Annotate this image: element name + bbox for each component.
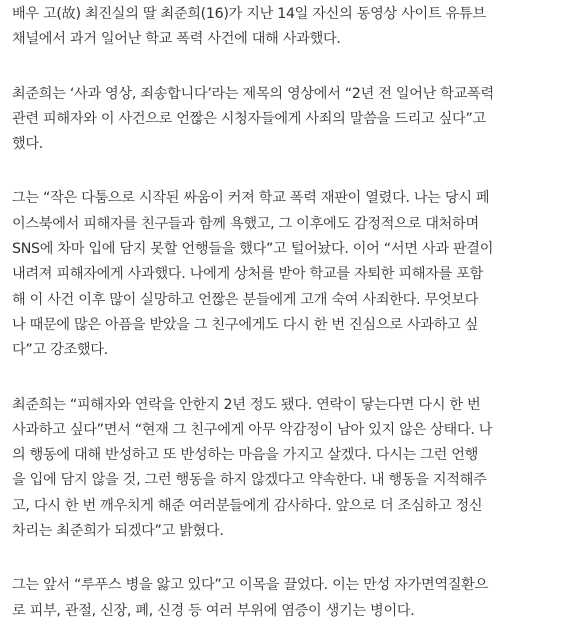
paragraph-2: [12, 82, 562, 158]
paragraph-line: 관련 피해자와 이 사건으로 언짢은 시청자들에게 사죄의 말씀을 드리고 싶다”고: [12, 110, 486, 127]
paragraph-line: 최준희는 ‘사과 영상, 죄송합니다’라는 제목의 영상에서 “2년 전 일어난 학교폭력: [12, 85, 494, 102]
paragraph-line: 채널에서 과거 일어난 학교 폭력 사건에 대해 사과했다.: [12, 31, 341, 48]
paragraph-line: 이스북에서 피해자를 친구들과 함께 욕했고, 그 이후에도 감정적으로 대처하며: [12, 215, 479, 232]
paragraph-3: [12, 186, 562, 363]
paragraph-line: 고, 다시 한 번 깨우치게 해준 여러분들에게 감사하다. 앞으로 더 조심하고 정신: [12, 497, 483, 514]
paragraph-line: 해 이 사건 이후 많이 실망하고 언짢은 분들에게 고개 숙여 사죄한다. 무엇보다: [12, 291, 479, 308]
paragraph-line: 그는 앞서 “루푸스 병을 앓고 있다”고 이목을 끌었다. 이는 만성 자가면역질환으: [12, 577, 488, 594]
paragraph-line: 로 피부, 관절, 신장, 폐, 신경 등 여러 부위에 염증이 생기는 병이다.: [12, 602, 415, 619]
paragraph-line: 사과하고 싶다”면서 “현재 그 친구에게 아무 악감정이 남아 있지 않은 상태다. 나: [12, 421, 493, 438]
paragraph-1: [12, 2, 562, 53]
paragraph-line: 했다.: [12, 136, 44, 153]
paragraph-line: 배우 고(故) 최진실의 딸 최준희(16)가 지난 14일 자신의 동영상 사이트 유튜브: [12, 6, 486, 22]
paragraph-line: 다”고 강조했다.: [12, 342, 108, 359]
paragraph-line: 나 때문에 많은 아픔을 받았을 그 친구에게도 다시 한 번 진심으로 사과하고 싶: [12, 316, 479, 333]
paragraph-line: SNS에 차마 입에 담지 못할 언행들을 했다”고 털어놨다. 이어 “서면 사과 판결이: [12, 241, 494, 258]
paragraph-5: [12, 573, 562, 624]
paragraph-line: 의 행동에 대해 반성하고 또 반성하는 마음을 가지고 살겠다. 다시는 그런 언행: [12, 447, 479, 464]
paragraph-line: 을 입에 담지 않을 것, 그런 행동을 하지 않겠다고 약속한다. 내 행동을 지적해주: [12, 472, 487, 489]
paragraph-4: [12, 393, 562, 545]
paragraph-line: 내려져 피해자에게 사과했다. 나에게 상처를 받아 학교를 자퇴한 피해자를 포함: [12, 266, 484, 283]
paragraph-line: 차리는 최준희가 되겠다”고 밝혔다.: [12, 523, 224, 540]
paragraph-line: 그는 “작은 다툼으로 시작된 싸움이 커져 학교 폭력 재판이 열렸다. 나는 당시 페: [12, 190, 490, 207]
paragraph-line: 최준희는 “피해자와 연락을 안한지 2년 정도 됐다. 연락이 닿는다면 다시 한 번: [12, 396, 481, 413]
